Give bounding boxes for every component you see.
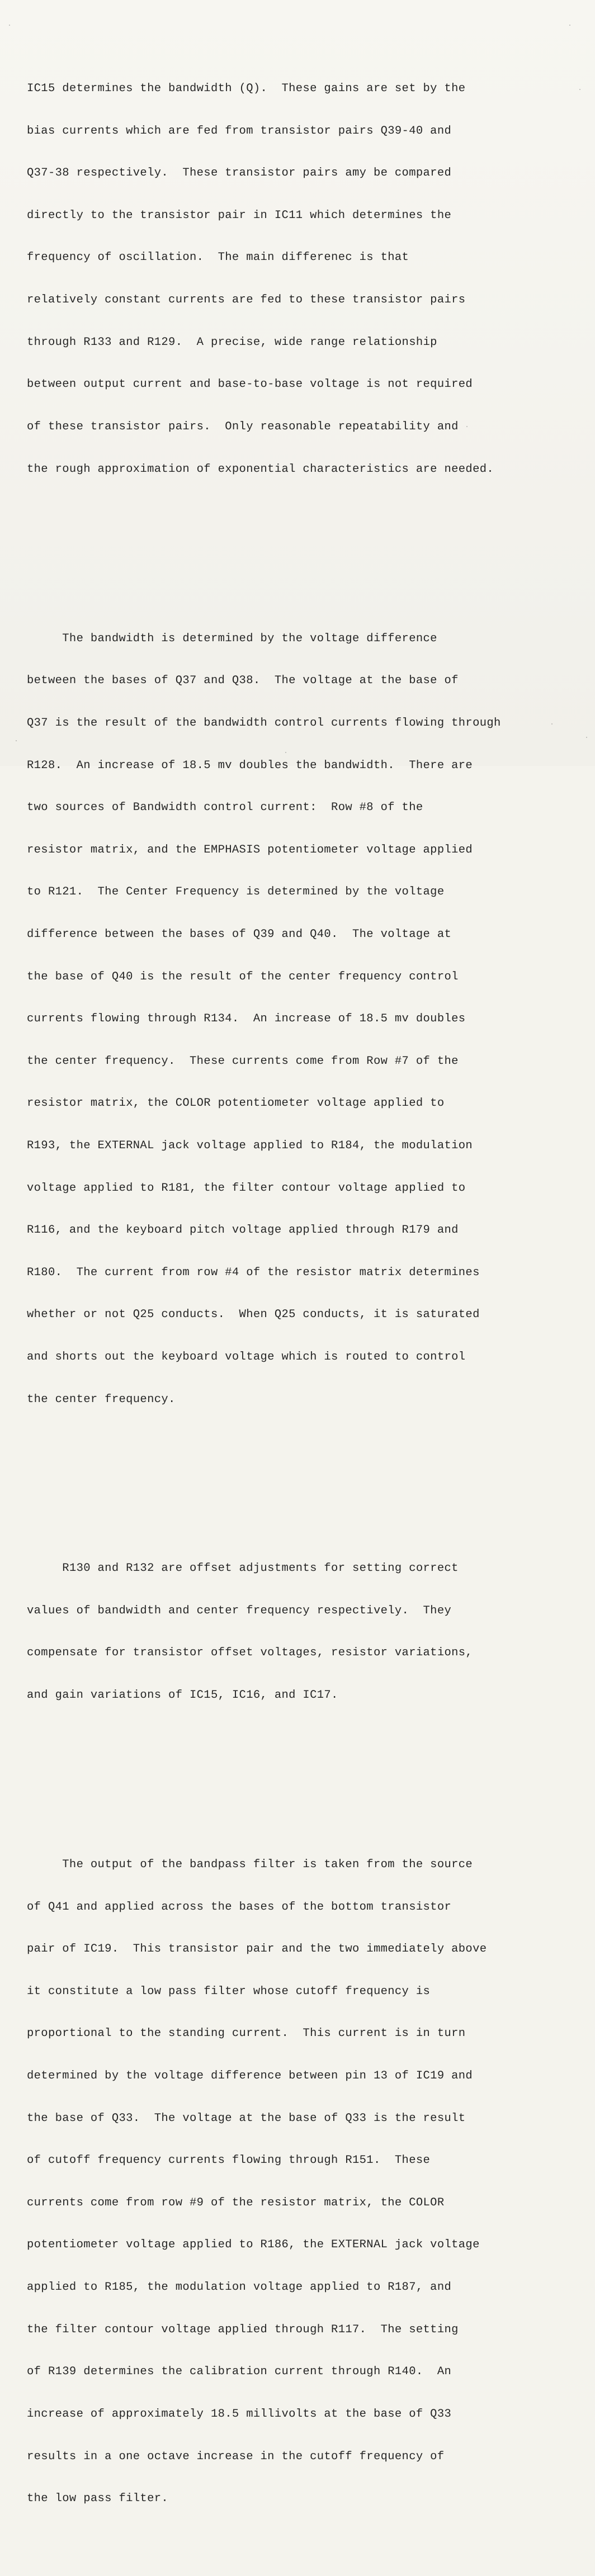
text-line: difference between the bases of Q39 and Q40. The voltage at	[27, 928, 452, 941]
text-line: resistor matrix, the COLOR potentiometer voltage applied to	[27, 1097, 445, 1110]
text-line: of these transistor pairs. Only reasonable repeatability and	[27, 420, 459, 433]
text-line: it constitute a low pass filter whose cutoff frequency is	[27, 1985, 431, 1998]
text-line: the center frequency.	[27, 1393, 176, 1406]
text-line: between the bases of Q37 and Q38. The voltage at the base of	[27, 674, 459, 688]
scan-speck	[466, 426, 468, 427]
text-line: R116, and the keyboard pitch voltage applied through R179 and	[27, 1224, 459, 1237]
scan-speck	[586, 737, 587, 738]
text-line: voltage applied to R181, the filter contour voltage applied to	[27, 1181, 466, 1195]
text-line: resistor matrix, and the EMPHASIS potentiometer voltage applied	[27, 843, 473, 856]
text-line: R180. The current from row #4 of the resistor matrix determines	[27, 1266, 480, 1279]
text-line: and gain variations of IC15, IC16, and IC17.	[27, 1688, 338, 1702]
text-line: directly to the transistor pair in IC11 which determines the	[27, 209, 452, 222]
text-line: to R121. The Center Frequency is determined by the voltage	[27, 886, 445, 899]
text-line: between output current and base-to-base voltage is not required	[27, 378, 473, 391]
text-line: The output of the bandpass filter is taken from the source	[27, 1858, 473, 1871]
text-line: currents flowing through R134. An increase of 18.5 mv doubles	[27, 1012, 466, 1026]
scan-speck	[9, 25, 10, 26]
text-line: the rough approximation of exponential characteristics are needed.	[27, 462, 494, 476]
text-line: R193, the EXTERNAL jack voltage applied to R184, the modulation	[27, 1139, 473, 1153]
text-line: IC15 determines the bandwidth (Q). These gains are set by the	[27, 82, 466, 96]
document-text	[27, 11, 592, 2576]
paragraph-gap	[27, 1477, 592, 1491]
text-line: whether or not Q25 conducts. When Q25 conducts, it is saturated	[27, 1308, 480, 1322]
text-line: values of bandwidth and center frequency respectively. They	[27, 1604, 452, 1617]
text-line: proportional to the standing current. This current is in turn	[27, 2027, 466, 2040]
scan-speck	[16, 740, 17, 741]
text-line: determined by the voltage difference between pin 13 of IC19 and	[27, 2070, 473, 2083]
text-line: frequency of oscillation. The main differenec is that	[27, 251, 409, 264]
text-line: results in a one octave increase in the cutoff frequency of	[27, 2450, 445, 2463]
paragraph-offset-adjustments	[27, 1533, 592, 1731]
text-line: compensate for transistor offset voltages, resistor variations,	[27, 1646, 473, 1660]
text-line: Q37 is the result of the bandwidth control currents flowing through	[27, 716, 501, 730]
text-line: R130 and R132 are offset adjustments for setting correct	[27, 1561, 459, 1575]
text-line: through R133 and R129. A precise, wide range relationship	[27, 335, 437, 349]
scan-speck	[285, 752, 286, 753]
text-line: the filter contour voltage applied through R117. The setting	[27, 2323, 459, 2336]
text-line: potentiometer voltage applied to R186, the EXTERNAL jack voltage	[27, 2238, 480, 2252]
text-line: bias currents which are fed from transistor pairs Q39-40 and	[27, 124, 452, 138]
text-line: the center frequency. These currents come from Row #7 of the	[27, 1054, 459, 1068]
text-line: of R139 determines the calibration current through R140. An	[27, 2365, 452, 2379]
text-line: increase of approximately 18.5 millivolts at the base of Q33	[27, 2407, 452, 2421]
paragraph-bandwidth-center-frequency	[27, 603, 592, 1434]
text-line: relatively constant currents are fed to these transistor pairs	[27, 293, 466, 307]
text-line: the low pass filter.	[27, 2492, 169, 2506]
scan-speck	[569, 25, 570, 26]
text-line: applied to R185, the modulation voltage applied to R187, and	[27, 2281, 452, 2294]
text-line: Q37-38 respectively. These transistor pairs amy be compared	[27, 167, 452, 180]
text-line: currents come from row #9 of the resistor matrix, the COLOR	[27, 2196, 445, 2209]
text-line: the base of Q40 is the result of the center frequency control	[27, 970, 459, 983]
text-line: of Q41 and applied across the bases of the bottom transistor	[27, 1900, 452, 1914]
paragraph-low-pass-filter	[27, 1830, 592, 2534]
text-line: The bandwidth is determined by the voltage difference	[27, 632, 437, 645]
text-line: pair of IC19. This transistor pair and the two immediately above	[27, 1943, 487, 1956]
text-line: R128. An increase of 18.5 mv doubles the bandwidth. There are	[27, 759, 473, 772]
paragraph-bandwidth-intro	[27, 54, 592, 505]
scan-speck	[579, 89, 580, 90]
text-line: of cutoff frequency currents flowing through R151. These	[27, 2154, 431, 2167]
text-line: two sources of Bandwidth control current: Row #8 of the	[27, 801, 423, 815]
paragraph-gap	[27, 547, 592, 561]
paragraph-gap	[27, 1773, 592, 1787]
scan-speck	[551, 723, 552, 724]
text-line: and shorts out the keyboard voltage which is routed to control	[27, 1351, 466, 1364]
text-line: the base of Q33. The voltage at the base of Q33 is the result	[27, 2111, 466, 2125]
